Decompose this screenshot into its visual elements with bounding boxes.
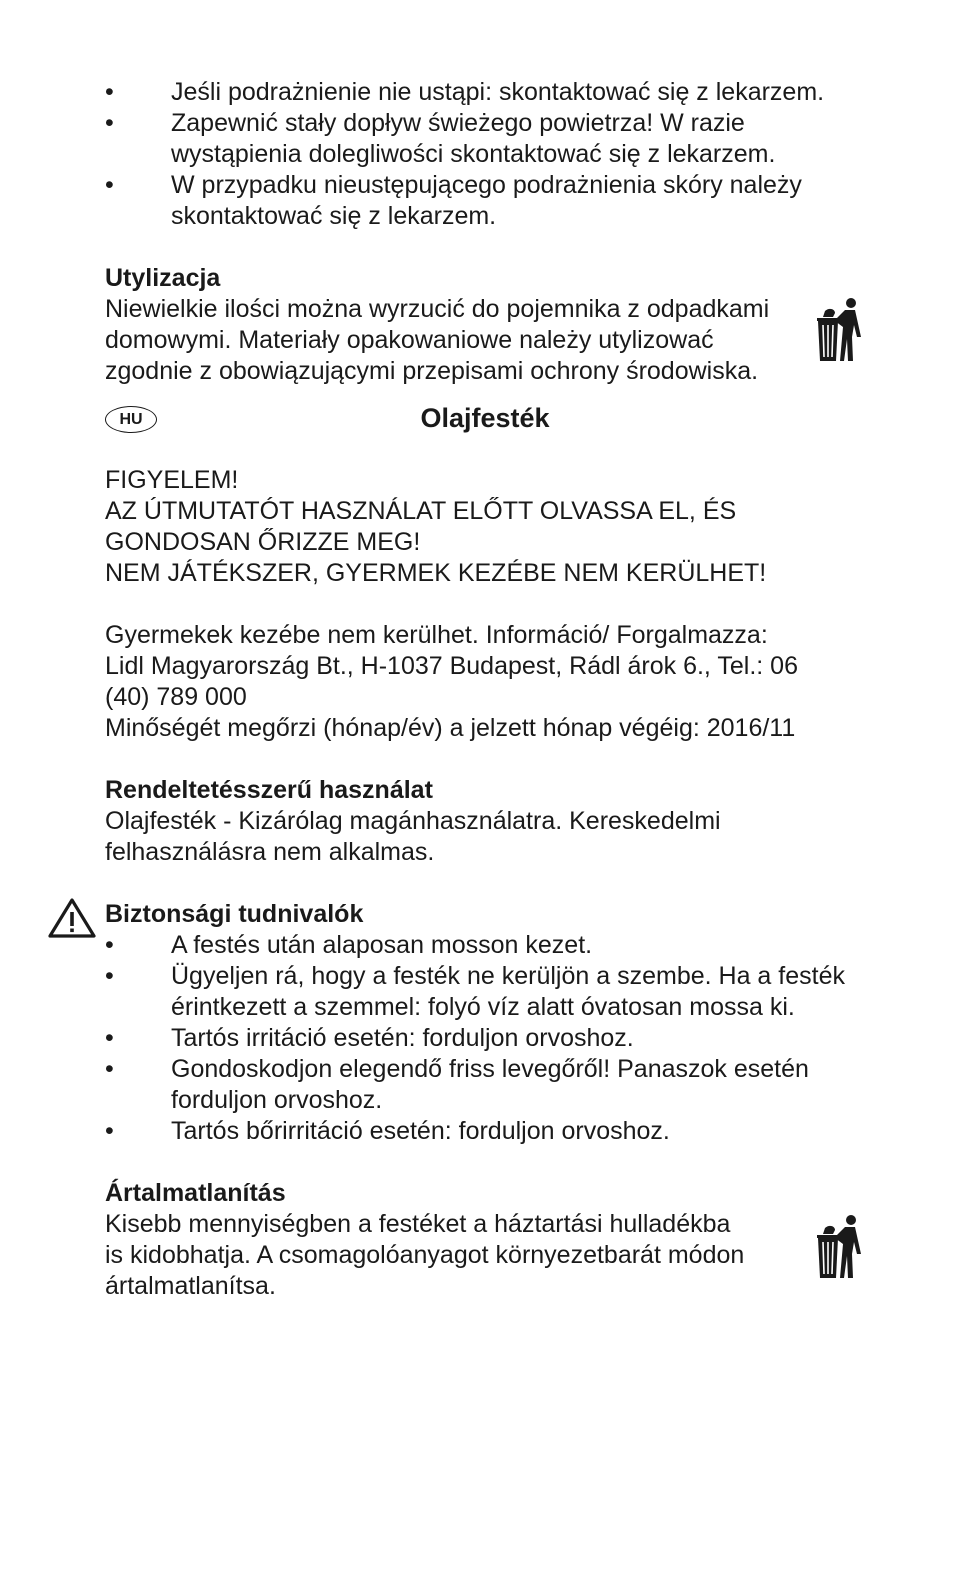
warning-triangle-icon (47, 897, 97, 939)
list-item: • W przypadku nieustępującego podrażnienia skóry należy skontaktować się z lekarzem. (105, 171, 802, 230)
language-badge: HU (105, 406, 157, 433)
hu-disposal-section (105, 1178, 865, 1302)
section-heading: Utylizacja (105, 264, 221, 292)
paragraph-line: Olajfesték - Kizárólag magánhasználatra. Kereskedelmi (105, 807, 721, 835)
hu-warning-block (105, 465, 865, 589)
paragraph-line: felhasználásra nem alkalmas. (105, 838, 435, 866)
hu-safety-section (105, 899, 865, 1147)
paragraph-line: Minőségét megőrzi (hónap/év) a jelzett hónap végéig: 2016/11 (105, 714, 796, 742)
paragraph-line: ártalmatlanítsa. (105, 1272, 276, 1300)
paragraph-line: (40) 789 000 (105, 683, 247, 711)
paragraph-line: zgodnie z obowiązującymi przepisami ochrony środowiska. (105, 357, 759, 385)
list-item: • Ügyeljen rá, hogy a festék ne kerüljön a szembe. Ha a festék érintkezett a szemmel: folyó víz alatt óvatosan mossa ki. (105, 962, 845, 1021)
trash-bin-icon (815, 1214, 863, 1278)
hu-intended-use (105, 775, 865, 868)
list-item: • A festés után alaposan mosson kezet. (105, 931, 593, 959)
section-heading: Biztonsági tudnivalók (105, 900, 364, 928)
paragraph-line: AZ ÚTMUTATÓT HASZNÁLAT ELŐTT OLVASSA EL, ÉS (105, 497, 737, 525)
paragraph-line: Kisebb mennyiségben a festéket a háztartási hulladékba (105, 1210, 731, 1238)
hu-safety-list (105, 930, 865, 1147)
paragraph-line: GONDOSAN ŐRIZZE MEG! (105, 528, 421, 556)
paragraph-line: domowymi. Materiały opakowaniowe należy utylizować (105, 326, 714, 354)
list-item: • Gondoskodjon elegendő friss levegőről! Panaszok esetén forduljon orvoshoz. (105, 1055, 809, 1114)
list-item: • Jeśli podrażnienie nie ustąpi: skontaktować się z lekarzem. (105, 78, 825, 106)
pl-bullet-list (105, 77, 865, 232)
paragraph-line: Gyermekek kezébe nem kerülhet. Információ/ Forgalmazza: (105, 621, 768, 649)
document-page (105, 77, 865, 1302)
paragraph-line: NEM JÁTÉKSZER, GYERMEK KEZÉBE NEM KERÜLHET! (105, 559, 767, 587)
list-item: • Tartós irritáció esetén: forduljon orvoshoz. (105, 1024, 634, 1052)
hu-language-header (105, 401, 865, 441)
list-item: • Tartós bőrirritáció esetén: forduljon orvoshoz. (105, 1117, 670, 1145)
section-heading: Rendeltetésszerű használat (105, 776, 433, 804)
list-item: • Zapewnić stały dopływ świeżego powietrza! W razie wystąpienia dolegliwości skontaktować się z lekarzem. (105, 109, 776, 168)
pl-disposal-section (105, 263, 865, 387)
trash-bin-icon (815, 297, 863, 361)
paragraph-line: Lidl Magyarország Bt., H-1037 Budapest, Rádl árok 6., Tel.: 06 (105, 652, 798, 680)
paragraph-line: Niewielkie ilości można wyrzucić do pojemnika z odpadkami (105, 295, 770, 323)
hu-info-block (105, 620, 865, 744)
paragraph-line: FIGYELEM! (105, 466, 239, 494)
paragraph-line: is kidobhatja. A csomagolóanyagot környezetbarát módon (105, 1241, 745, 1269)
section-title: Olajfesték (420, 403, 550, 433)
section-heading: Ártalmatlanítás (105, 1179, 286, 1207)
